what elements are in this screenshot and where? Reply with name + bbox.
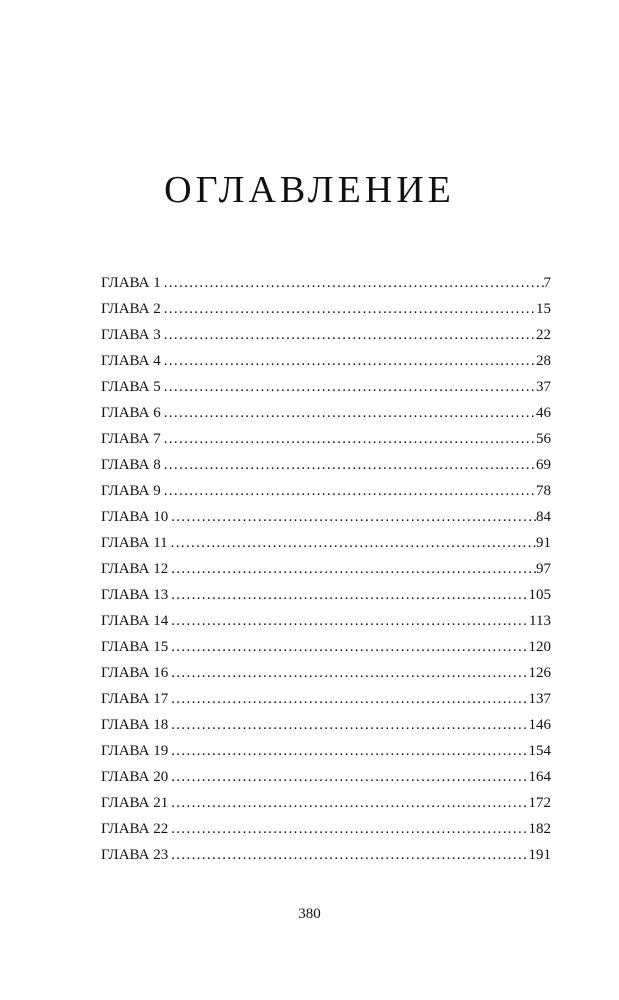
dot-leader xyxy=(168,530,536,556)
dot-leader xyxy=(168,816,528,842)
toc-entry-label: ГЛАВА 13 xyxy=(101,587,169,603)
page-title: ОГЛАВЛЕНИЕ xyxy=(164,169,455,211)
toc-entry xyxy=(101,712,551,738)
toc-entry-page: 28 xyxy=(536,353,551,369)
toc-entry-page: 113 xyxy=(529,613,551,629)
toc-entry xyxy=(101,816,551,842)
dot-leader xyxy=(161,322,536,348)
dot-leader xyxy=(168,686,528,712)
toc-entry-label: ГЛАВА 7 xyxy=(101,431,161,447)
toc-entry-label: ГЛАВА 17 xyxy=(101,691,169,707)
toc-entry xyxy=(101,504,551,530)
toc-entry xyxy=(101,842,551,868)
toc-entry-page: 154 xyxy=(528,743,551,759)
toc-entry-label: ГЛАВА 15 xyxy=(101,639,169,655)
dot-leader xyxy=(168,790,528,816)
toc-entry xyxy=(101,764,551,790)
toc-entry xyxy=(101,478,551,504)
toc-entry-page: 37 xyxy=(536,379,551,395)
toc-entry xyxy=(101,738,551,764)
toc-entry-label: ГЛАВА 8 xyxy=(101,457,161,473)
toc-entry-label: ГЛАВА 22 xyxy=(101,821,169,837)
dot-leader xyxy=(168,556,536,582)
toc-entry-label: ГЛАВА 4 xyxy=(101,353,161,369)
toc-entry-label: ГЛАВА 2 xyxy=(101,301,161,317)
toc-entry xyxy=(101,348,551,374)
toc-entry xyxy=(101,530,551,556)
toc-entry-page: 22 xyxy=(536,327,551,343)
toc-entry-label: ГЛАВА 16 xyxy=(101,665,169,681)
toc-entry-label: ГЛАВА 1 xyxy=(101,275,161,291)
toc-entry-page: 91 xyxy=(536,535,551,551)
toc-entry xyxy=(101,400,551,426)
toc-entry xyxy=(101,608,551,634)
toc-entry xyxy=(101,452,551,478)
dot-leader xyxy=(168,582,528,608)
toc-entry xyxy=(101,374,551,400)
toc-entry-label: ГЛАВА 3 xyxy=(101,327,161,343)
toc-entry-page: 120 xyxy=(528,639,551,655)
toc-entry-label: ГЛАВА 14 xyxy=(101,613,169,629)
dot-leader xyxy=(168,842,528,868)
toc-entry-label: ГЛАВА 12 xyxy=(101,561,169,577)
dot-leader xyxy=(161,270,544,296)
toc-entry xyxy=(101,322,551,348)
dot-leader xyxy=(161,426,536,452)
toc-entry-page: 172 xyxy=(528,795,551,811)
toc-entry-label: ГЛАВА 23 xyxy=(101,847,169,863)
toc-entry-page: 97 xyxy=(536,561,551,577)
toc-entry-page: 7 xyxy=(543,275,551,291)
toc-entry-label: ГЛАВА 9 xyxy=(101,483,161,499)
toc-entry xyxy=(101,634,551,660)
toc-entry-label: ГЛАВА 20 xyxy=(101,769,169,785)
toc-entry xyxy=(101,556,551,582)
toc-entry xyxy=(101,296,551,322)
toc-entry-page: 84 xyxy=(536,509,551,525)
toc-entry-label: ГЛАВА 19 xyxy=(101,743,169,759)
table-of-contents xyxy=(101,270,551,868)
dot-leader xyxy=(168,634,528,660)
dot-leader xyxy=(168,764,528,790)
toc-entry-page: 191 xyxy=(528,847,551,863)
toc-entry-label: ГЛАВА 18 xyxy=(101,717,169,733)
toc-entry-page: 126 xyxy=(528,665,551,681)
toc-entry-page: 137 xyxy=(528,691,551,707)
toc-entry-page: 105 xyxy=(528,587,551,603)
toc-entry xyxy=(101,660,551,686)
dot-leader xyxy=(161,296,536,322)
toc-entry-page: 46 xyxy=(536,405,551,421)
dot-leader xyxy=(161,452,536,478)
toc-entry-page: 69 xyxy=(536,457,551,473)
toc-entry-label: ГЛАВА 21 xyxy=(101,795,169,811)
toc-entry-label: ГЛАВА 5 xyxy=(101,379,161,395)
dot-leader xyxy=(161,348,536,374)
dot-leader xyxy=(168,712,528,738)
toc-entry-page: 182 xyxy=(528,821,551,837)
toc-entry-page: 56 xyxy=(536,431,551,447)
toc-entry xyxy=(101,686,551,712)
toc-entry-label: ГЛАВА 10 xyxy=(101,509,169,525)
toc-entry-label: ГЛАВА 6 xyxy=(101,405,161,421)
toc-entry xyxy=(101,426,551,452)
toc-entry xyxy=(101,582,551,608)
dot-leader xyxy=(168,660,528,686)
toc-entry xyxy=(101,270,551,296)
dot-leader xyxy=(161,400,536,426)
toc-entry-page: 146 xyxy=(528,717,551,733)
toc-entry-page: 78 xyxy=(536,483,551,499)
dot-leader xyxy=(161,478,536,504)
toc-entry xyxy=(101,790,551,816)
dot-leader xyxy=(161,374,536,400)
page-number: 380 xyxy=(298,906,321,922)
dot-leader xyxy=(168,608,529,634)
dot-leader xyxy=(168,738,528,764)
toc-entry-page: 164 xyxy=(528,769,551,785)
toc-entry-page: 15 xyxy=(536,301,551,317)
toc-entry-label: ГЛАВА 11 xyxy=(101,535,168,551)
dot-leader xyxy=(168,504,536,530)
